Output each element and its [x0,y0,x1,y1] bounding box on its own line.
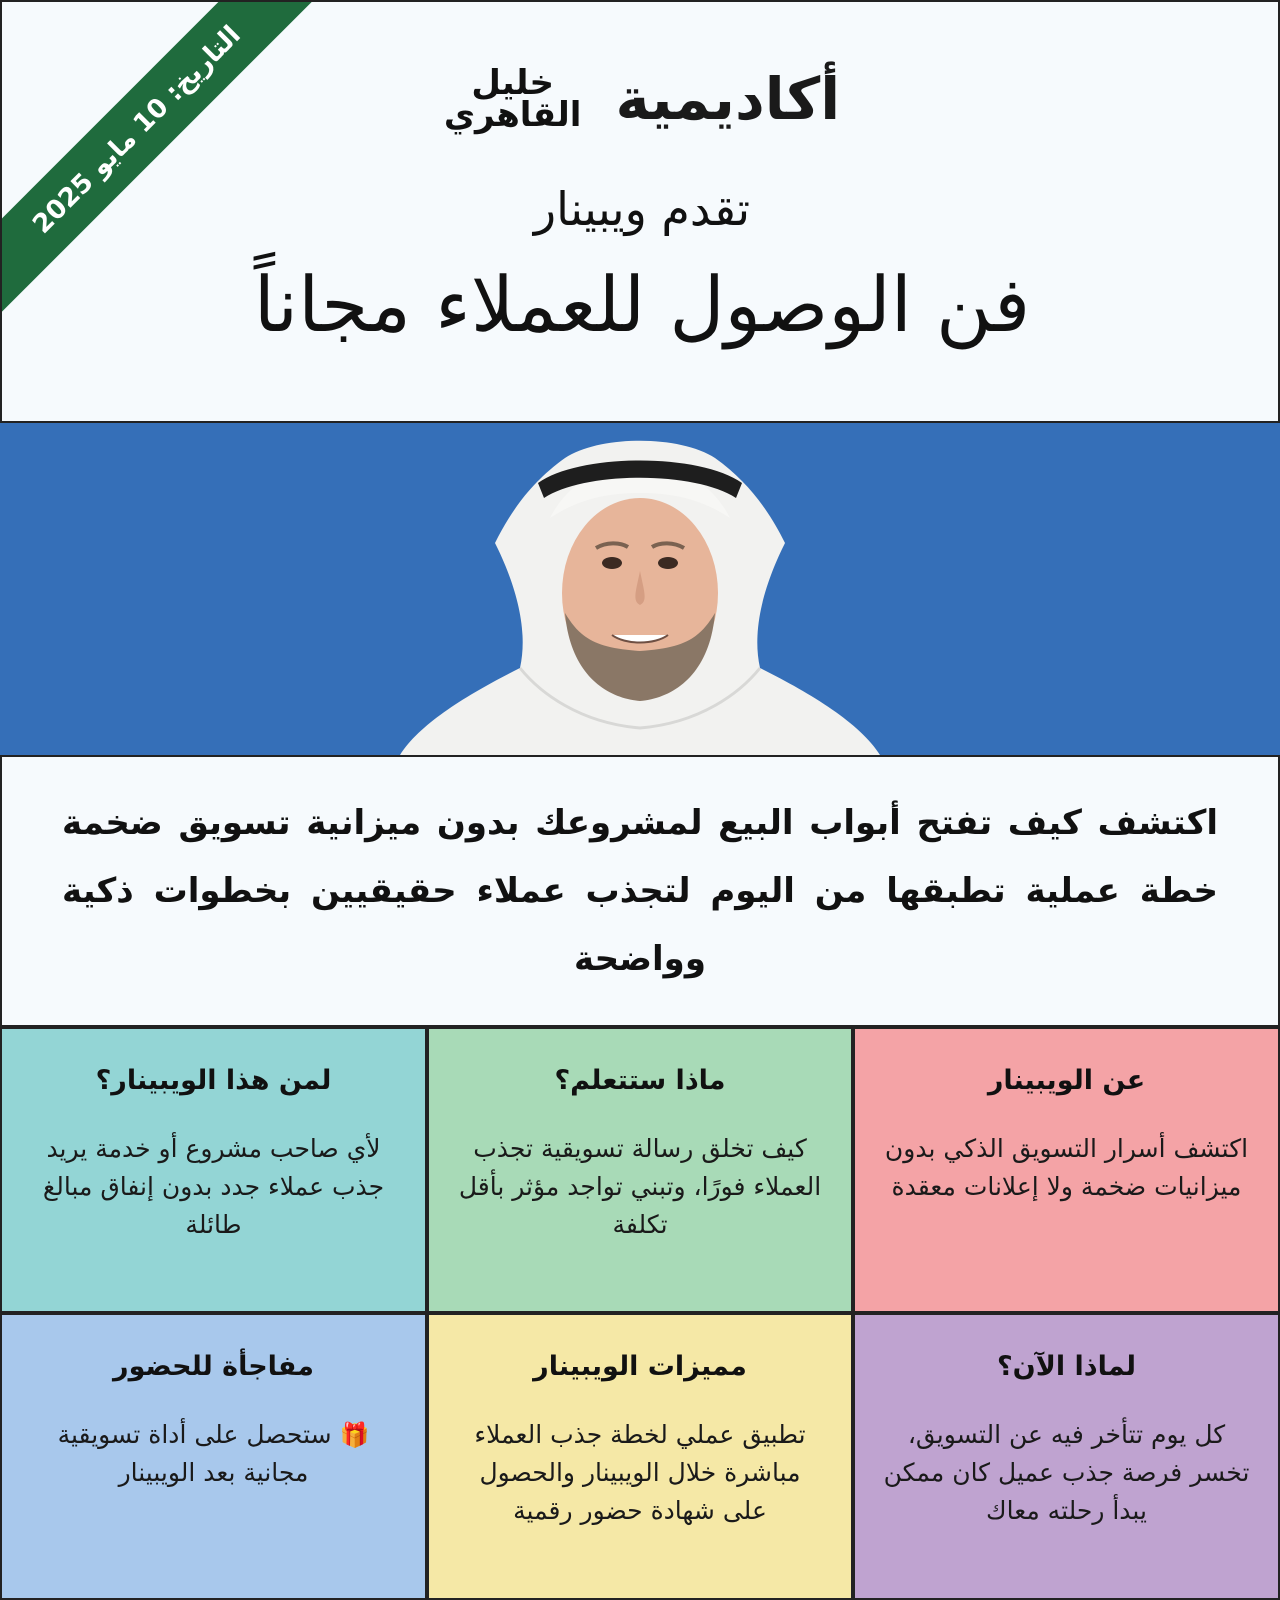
gift-icon: 🎁 [339,1421,370,1449]
info-cards-grid [0,1027,1280,1600]
academy-word: أكاديمية [615,65,841,133]
card-title: مميزات الويبينار [533,1351,747,1382]
speaker-portrait [400,423,880,755]
card-body: كيف تخلق رسالة تسويقية تجذب العملاء فورًا، وتبني تواجد مؤثر بأقل تكلفة [458,1134,822,1239]
card-about [853,1027,1280,1313]
card-body: ستحصل على أداة تسويقية مجانية بعد الويبينار [57,1420,332,1487]
brand-row [2,54,1280,144]
card-body: كل يوم تتأخر فيه عن التسويق، تخسر فرصة جذب عميل كان ممكن يبدأ رحلته معاك [883,1420,1250,1525]
presents-subtitle: تقدم ويبينار [533,182,751,236]
card-title: ماذا ستتعلم؟ [554,1065,726,1096]
card-body: تطبيق عملي لخطة جذب العملاء مباشرة خلال الويبينار والحصول على شهادة حضور رقمية [474,1420,806,1525]
card-title: لماذا الآن؟ [997,1351,1136,1382]
card-body: لأي صاحب مشروع أو خدمة يريد جذب عملاء جدد بدون إنفاق مبالغ طائلة [42,1134,385,1239]
card-features [427,1313,853,1600]
card-surprise [0,1313,427,1600]
speaker-banner [0,423,1280,755]
logo-line-2: القاهري [443,95,582,135]
logo-line-1: خليل [471,62,554,103]
poster-header [0,0,1280,423]
intro-section [0,755,1280,1027]
card-body-wrapper [28,1416,399,1492]
card-body: اكتشف أسرار التسويق الذكي بدون ميزانيات ضخمة ولا إعلانات معقدة [884,1134,1249,1201]
brand-logo [443,62,582,135]
webinar-title: فن الوصول للعملاء مجاناً [253,260,1031,349]
card-title: مفاجأة للحضور [113,1351,314,1382]
card-audience [0,1027,427,1313]
card-what-you-learn [427,1027,853,1313]
card-title: لمن هذا الويبينار؟ [95,1065,332,1096]
date-ribbon: التاريخ: 10 مايو 2025 [0,0,323,316]
card-title: عن الويبينار [987,1065,1146,1096]
intro-text: اكتشف كيف تفتح أبواب البيع لمشروعك بدون ميزانية تسويق ضخمة خطة عملية تطبقها من اليوم لتجذب عملاء حقيقيين بخطوات ذكية وواضحة [62,803,1218,979]
card-why-now [853,1313,1280,1600]
